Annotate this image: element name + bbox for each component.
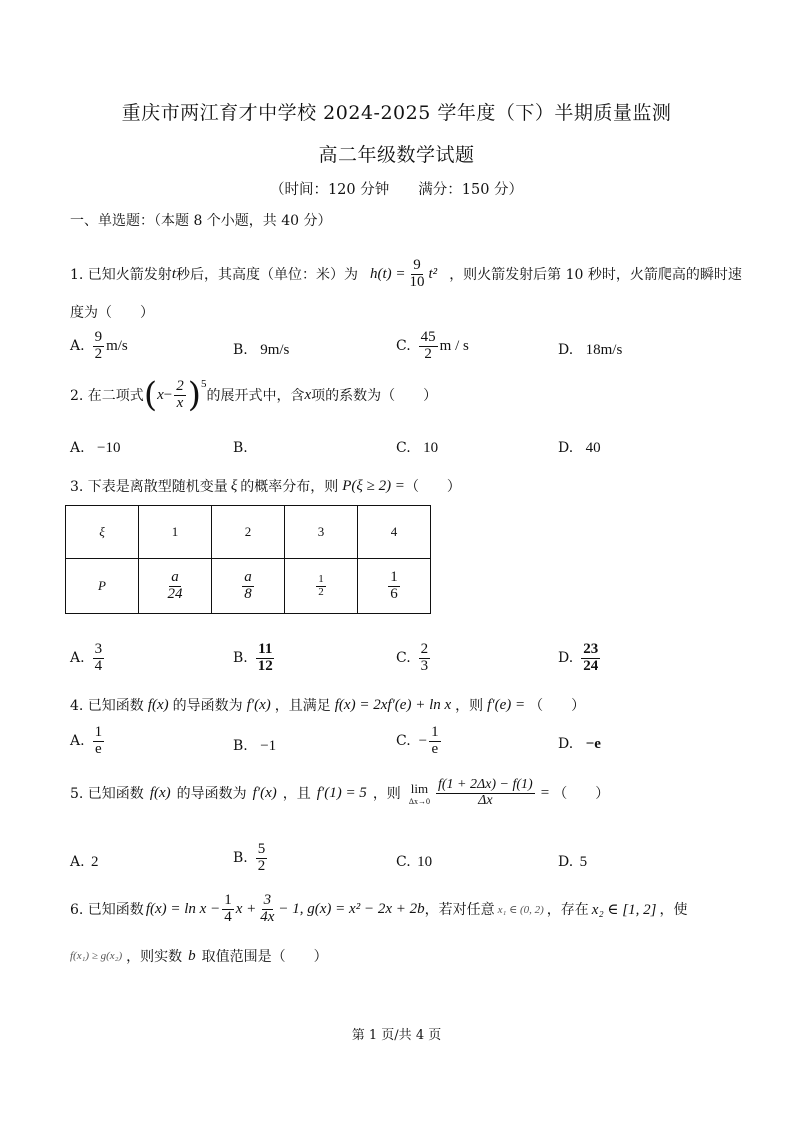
fraction: $\frac{1}{4}$ (224, 892, 232, 925)
page-footer: 第 1 页/共 4 页 (351, 1028, 442, 1043)
q3-option-b[interactable]: B. $\frac{11}{12}$ (233, 641, 273, 674)
table-cell (139, 559, 212, 614)
fraction: $\frac{11}{12}$ (257, 641, 273, 674)
q4-option-d[interactable]: D. −e (558, 736, 601, 752)
exam-subtitle: 高二年级数学试题 (318, 144, 475, 166)
q5-option-d[interactable]: D. 5 (558, 854, 588, 870)
question-6-line1: 6. 已知函数 f(x) = ln x − $\frac{1}{4}$ x + $\frac{3}{4x}$ − 1, g(x) = x² − 2x + 2b ，若对任意 x₁ ∈ (0, 2) ，存在 x₂ ∈ [1, 2] ，使 (70, 892, 688, 925)
table-cell: ξ (66, 506, 139, 559)
fraction: $\frac{f(1 + 2\Delta x) - f(1)}{\Delta x}$ (437, 777, 533, 808)
fraction: $\frac{3}{4}$ (94, 641, 103, 674)
section-heading: 一、单选题：（本题 8 个小题，共 40 分） (70, 213, 332, 229)
exam-title: 重庆市两江育才中学校 2024-2025 学年度（下）半期质量监测 (121, 102, 672, 124)
q3-option-c[interactable]: C. $\frac{2}{3}$ (396, 641, 429, 674)
fraction: $\frac{9}{2}$ (94, 329, 103, 362)
fraction: $\frac{2}{3}$ (420, 641, 429, 674)
q2-option-d[interactable]: D. 40 (558, 440, 601, 456)
exam-meta: （时间：120 分钟 满分：150 分） (269, 182, 524, 198)
fraction: $\frac{1}{e}$ (94, 724, 103, 757)
question-6-line2: f(x₁) ≥ g(x₂) ，则实数 b 取值范围是（ ） (70, 947, 328, 965)
q1-option-c[interactable]: C. $\frac{45}{2}$ m / s (396, 329, 469, 362)
fraction: $\frac{5}{2}$ (257, 841, 266, 874)
q3-option-a[interactable]: A. $\frac{3}{4}$ (70, 641, 103, 674)
fraction: $\frac{1}{6}$ (390, 568, 398, 602)
table-cell: 4 (358, 506, 431, 559)
q1-option-d[interactable]: D. 18m/s (558, 342, 623, 358)
q2-option-c[interactable]: C. 10 (396, 440, 439, 456)
question-2: 2. 在二项式 ( x − $\frac{2}{x}$ ) $^5$ 的展开式中，含 x 项的系数为（ ） (70, 375, 438, 415)
fraction: $\frac{2}{x}$ (176, 377, 184, 411)
left-paren: ( (143, 375, 158, 415)
table-row (66, 559, 431, 614)
q4-option-b[interactable]: B. −1 (233, 738, 277, 754)
q1-option-a[interactable]: A. $\frac{9}{2}$ m/s (70, 329, 128, 362)
table-cell: 2 (212, 506, 285, 559)
table-cell: 1 (139, 506, 212, 559)
q2-option-b[interactable]: B. (233, 440, 248, 456)
question-4: 4. 已知函数 f(x) 的导函数为 f′(x) ，且满足 f(x) = 2xf′(e) + ln x ，则 f′(e) = （ ） (70, 696, 586, 714)
limit-operator: lim Δx→0 (408, 780, 430, 806)
probability-table (65, 505, 431, 614)
table-cell (285, 559, 358, 614)
fraction: $\frac{3}{4x}$ (260, 892, 275, 925)
q3-option-d[interactable]: D. $\frac{23}{24}$ (558, 641, 599, 674)
fraction: $\frac{23}{24}$ (583, 641, 599, 674)
table-cell: P (66, 559, 139, 614)
question-3: 3. 下表是离散型随机变量 ξ 的概率分布，则 P(ξ ≥ 2) = （ ） (70, 477, 461, 495)
table-row (66, 506, 431, 559)
table-cell (212, 559, 285, 614)
var-t: t (171, 265, 176, 282)
question-1-line2: 度为（ ） (70, 305, 154, 321)
q4-option-c[interactable]: C. − $\frac{1}{e}$ (396, 724, 439, 757)
q2-option-a[interactable]: A. −10 (70, 440, 121, 456)
q1-option-b[interactable]: B. 9m/s (233, 342, 290, 358)
question-1-line1: 1. 已知火箭发射 t 秒后，其高度（单位：米）为 h(t) = $\frac{9}{10}$ t² ，则火箭发射后第 10 秒时，火箭爬高的瞬时速 (70, 257, 742, 290)
right-paren: ) (187, 375, 201, 415)
table-cell: 3 (285, 506, 358, 559)
question-5: 5. 已知函数 f(x) 的导函数为 f′(x) ，且 f′(1) = 5 ，则 lim Δx→0 $\frac{f(1 + 2\Delta x) - f(1)}{\Delta x}$ = （ ） (70, 777, 610, 808)
q5-option-a[interactable]: A. 2 (70, 854, 99, 870)
table-cell (358, 559, 431, 614)
fraction: $\frac{1}{2}$ (318, 572, 324, 598)
fraction: $\frac{9}{10}$ (409, 257, 425, 290)
fraction: $\frac{1}{e}$ (431, 724, 439, 757)
fraction: $\frac{45}{2}$ (420, 329, 436, 362)
fraction: $\frac{a}{8}$ (244, 568, 252, 602)
q4-option-a[interactable]: A. $\frac{1}{e}$ (70, 724, 103, 757)
fraction: $\frac{a}{24}$ (167, 568, 183, 602)
q5-option-c[interactable]: C. 10 (396, 854, 433, 870)
q5-option-b[interactable]: B. $\frac{5}{2}$ (233, 841, 266, 874)
